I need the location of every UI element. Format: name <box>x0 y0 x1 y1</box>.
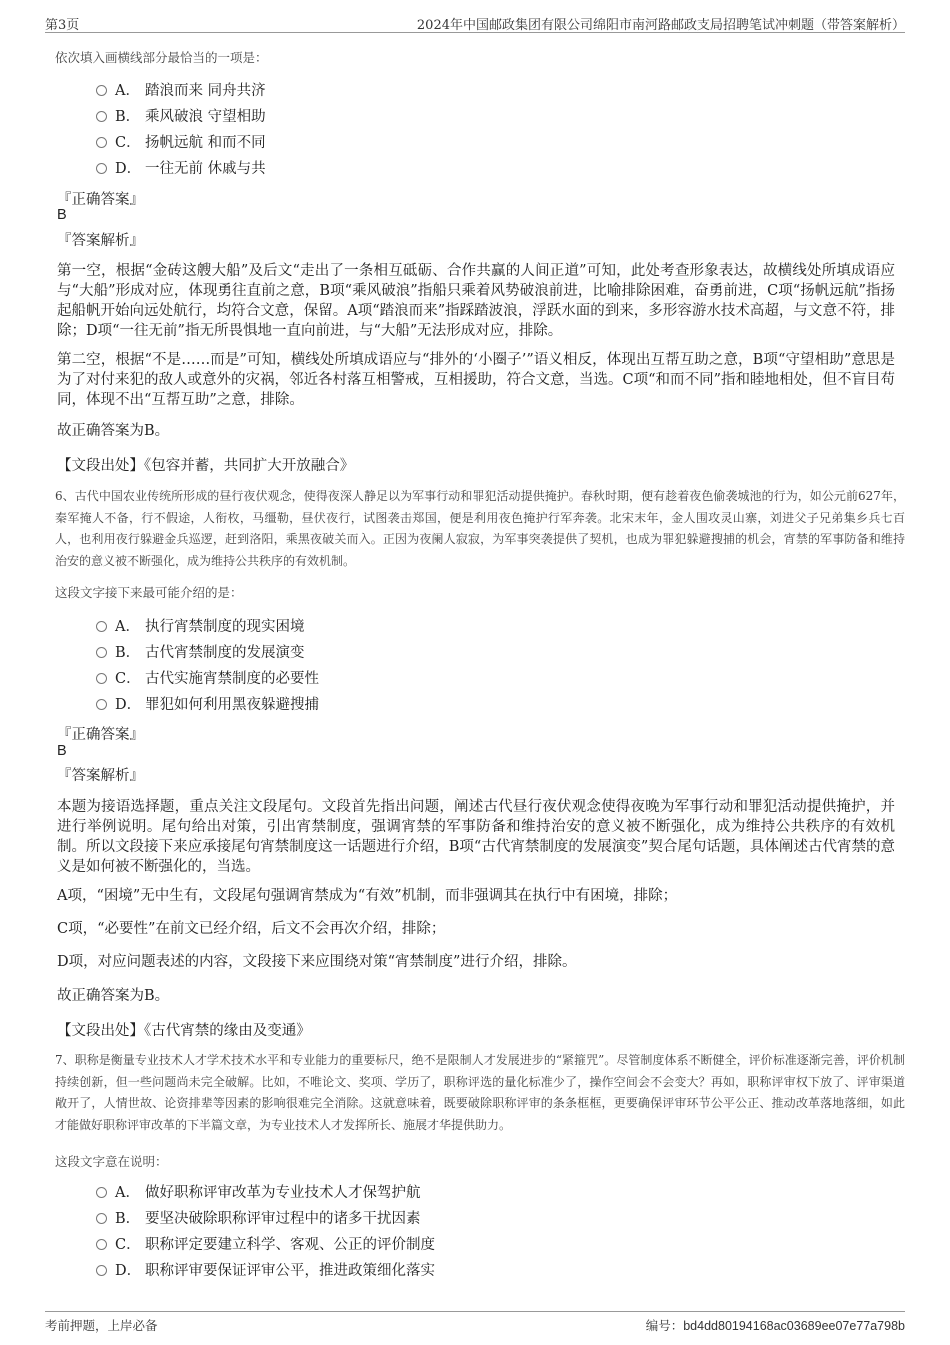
footer-slogan: 考前押题，上岸必备 <box>45 1318 158 1333</box>
q6-prompt: 这段文字接下来最可能介绍的是： <box>55 585 243 600</box>
q5-conclusion: 故正确答案为B。 <box>57 423 170 439</box>
document-title: 2024年中国邮政集团有限公司绵阳市南河路邮政支局招聘笔试冲刺题（带答案解析） <box>416 18 905 33</box>
q7-prompt: 这段文字意在说明： <box>55 1154 168 1169</box>
q7-option-c[interactable]: C． 职称评定要建立科学、客观、公正的评价制度 <box>96 1234 435 1256</box>
q6-analysis-paragraph-1: 本题为接语选择题，重点关注文段尾句。文段首先指出问题，阐述古代昼行夜伏观念使得夜晚为军事行动和罪犯活动提供掩护，并进行举例说明。尾句给出对策，引出宵禁制度，强调宵禁的军事防备和维持治安的意义被不断强化，成为维持公共秩序的有效机制。所以文段接下来应承接尾句宵禁制度这一话题进行介绍，B项“古代宵禁制度的发展演变”契合尾句话题，具体阐述古代宵禁的意义是如何被不断强化的，当选。 <box>57 799 895 875</box>
q5-analysis-label: 『答案解析』 <box>57 233 144 249</box>
q5-option-c[interactable]: C． 扬帆远航 和而不同 <box>96 132 266 154</box>
q6-conclusion: 故正确答案为B。 <box>57 988 170 1004</box>
q6-analysis-paragraph-4: D项，对应问题表述的内容，文段接下来应围绕对策“宵禁制度”进行介绍，排除。 <box>57 954 577 970</box>
q7-option-a[interactable]: A． 做好职称评审改革为专业技术人才保驾护航 <box>96 1182 421 1204</box>
q6-answer: B <box>57 743 67 759</box>
q6-stem: 6、古代中国农业传统所形成的昼行夜伏观念，使得夜深人静足以为军事行动和罪犯活动提供掩护。春秋时期，便有趁着夜色偷袭城池的行为，如公元前627年，秦军掩人不备，行不假途，人衔枚，马缰勒，昼伏夜行，试图袭击郑国，便是利用夜色掩护行军奔袭。北宋末年，金人围攻灵山寨，刘进父子兄弟集乡兵七百人，也利用夜行躲避金兵巡逻，赶到洛阳，乘黑夜破关而入。正因为夜阑人寂寂，为军事突袭提供了契机，也成为罪犯躲避搜捕的机会，宵禁的军事防备和维持治安的意义被不断强化，成为维持公共秩序的有效机制。 <box>55 489 905 568</box>
radio-icon[interactable] <box>96 163 107 174</box>
q6-analysis-label: 『答案解析』 <box>57 768 144 784</box>
q6-option-c[interactable]: C． 古代实施宵禁制度的必要性 <box>96 668 319 690</box>
page-number: 第3页 <box>45 18 80 33</box>
q5-answer-label: 『正确答案』 <box>57 192 144 208</box>
q6-source: 【文段出处】《古代宵禁的缘由及变通》 <box>57 1023 311 1039</box>
q5-analysis-paragraph-2: 第二空，根据“不是……而是”可知，横线处所填成语应与“排外的‘小圈子’”语义相反，体现出互帮互助之意，B项“守望相助”意思是为了对付来犯的敌人或意外的灾祸，邻近各村落互相警戒，互相援助，符合文意，当选。C项“和而不同”指和睦地相处，但不盲目苟同，体现不出“互帮互助”之意，排除。 <box>57 352 895 408</box>
radio-icon[interactable] <box>96 699 107 710</box>
q5-analysis-paragraph-1: 第一空，根据“金砖这艘大船”及后文“走出了一条相互砥砺、合作共赢的人间正道”可知，此处考查形象表达，故横线处所填成语应与“大船”形成对应，体现勇往直前之意，B项“乘风破浪”指船只乘着风势破浪前进，比喻排除困难，奋勇前进，C项“扬帆远航”指扬起船帆开始向远处航行，均符合文意，保留。A项“踏浪而来”指踩踏波浪，浮跃水面的到来，多形容游水技术高超，与文意不符，排除；D项“一往无前”指无所畏惧地一直向前进，与“大船”无法形成对应，排除。 <box>57 263 895 339</box>
radio-icon[interactable] <box>96 1213 107 1224</box>
radio-icon[interactable] <box>96 85 107 96</box>
radio-icon[interactable] <box>96 1265 107 1276</box>
q6-answer-label: 『正确答案』 <box>57 727 144 743</box>
q5-source: 【文段出处】《包容并蓄，共同扩大开放融合》 <box>57 458 355 474</box>
q6-analysis-paragraph-3: C项，“必要性”在前文已经介绍，后文不会再次介绍，排除； <box>57 921 446 937</box>
q5-option-a[interactable]: A． 踏浪而来 同舟共济 <box>96 80 266 102</box>
radio-icon[interactable] <box>96 673 107 684</box>
q5-option-d[interactable]: D． 一往无前 休戚与共 <box>96 158 266 180</box>
page-header <box>45 10 905 33</box>
document-code: 编号：bd4dd80194168ac03689ee07e77a798b <box>645 1318 905 1333</box>
q6-analysis-paragraph-2: A项，“困境”无中生有，文段尾句强调宵禁成为“有效”机制，而非强调其在执行中有困境，排除； <box>57 888 678 904</box>
q6-option-b[interactable]: B． 古代宵禁制度的发展演变 <box>96 642 305 664</box>
q7-option-d[interactable]: D． 职称评审要保证评审公平，推进政策细化落实 <box>96 1260 435 1282</box>
q7-option-b[interactable]: B． 要坚决破除职称评审过程中的诸多干扰因素 <box>96 1208 421 1230</box>
radio-icon[interactable] <box>96 621 107 632</box>
radio-icon[interactable] <box>96 1187 107 1198</box>
page-footer <box>45 1311 905 1336</box>
radio-icon[interactable] <box>96 111 107 122</box>
q7-stem: 7、职称是衡量专业技术人才学术技术水平和专业能力的重要标尺，绝不是限制人才发展进步的“紧箍咒”。尽管制度体系不断健全，评价标准逐渐完善，评价机制持续创新，但一些问题尚未完全破解。比如，不唯论文、奖项、学历了，职称评选的量化标准少了，操作空间会不会变大？再如，职称评审权下放了、评审渠道敞开了，人情世故、论资排辈等因素的影响很难完全消除。这就意味着，既要破除职称评审的条条框框，更要确保评审环节公平公正、推动改革落地落细，如此才能做好职称评审改革的下半篇文章，为专业技术人才发挥所长、施展才华提供助力。 <box>55 1053 905 1132</box>
radio-icon[interactable] <box>96 1239 107 1250</box>
q6-option-d[interactable]: D． 罪犯如何利用黑夜躲避搜捕 <box>96 694 319 716</box>
q5-option-b[interactable]: B． 乘风破浪 守望相助 <box>96 106 266 128</box>
q5-prompt: 依次填入画横线部分最恰当的一项是： <box>55 50 268 65</box>
q6-option-a[interactable]: A． 执行宵禁制度的现实困境 <box>96 616 305 638</box>
radio-icon[interactable] <box>96 647 107 658</box>
q5-answer: B <box>57 207 67 223</box>
radio-icon[interactable] <box>96 137 107 148</box>
